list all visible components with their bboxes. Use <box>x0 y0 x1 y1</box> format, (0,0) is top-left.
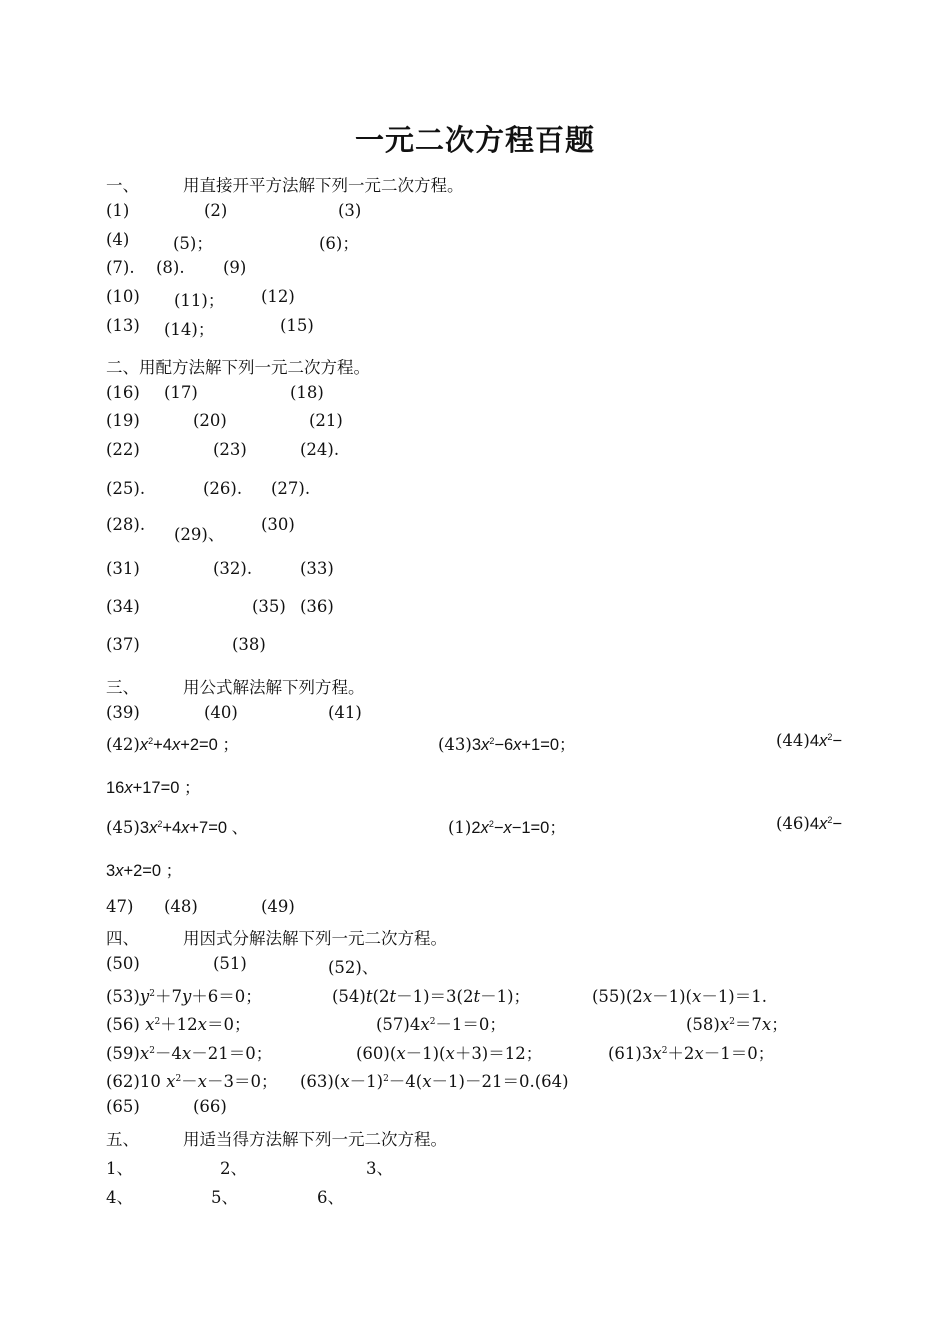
problem-label: (66) <box>193 1097 227 1116</box>
problem-label: (3) <box>338 201 362 220</box>
equation-1: $(1)2x^2-x-1=0$； <box>448 818 566 837</box>
problem-row <box>106 287 866 309</box>
equation-43: $(43)3x^2-6x+1=0$； <box>438 735 576 754</box>
problem-label: (27). <box>271 479 311 498</box>
equation-46: $(46)4x^2-$ <box>776 814 842 833</box>
problem-row <box>106 258 866 280</box>
problem-label: (22) <box>106 440 140 459</box>
equation-44: $(44)4x^2-$ <box>776 731 842 750</box>
problem-label: (37) <box>106 635 140 654</box>
problem-label: (28). <box>106 515 146 534</box>
problem-label: (19) <box>106 411 140 430</box>
problem-label: (8). <box>156 258 185 277</box>
problem-label: (7). <box>106 258 135 277</box>
problem-row <box>106 897 866 919</box>
equation-59: $(59)x^2-4x-21=0$； <box>106 1044 273 1063</box>
problem-row <box>106 383 866 405</box>
section-2-heading <box>106 354 866 376</box>
problem-label: (36) <box>300 597 334 616</box>
section-instruction: 用因式分解法解下列一元二次方程。 <box>183 929 447 948</box>
problem-label: (38) <box>232 635 266 654</box>
section-number: 四、 <box>106 929 139 948</box>
problem-label: (17) <box>164 383 198 402</box>
equation-row <box>106 1068 866 1090</box>
section-instruction: 用适当得方法解下列一元二次方程。 <box>183 1130 447 1149</box>
problem-label: (26). <box>203 479 243 498</box>
equation-44-continued: 16x+17=0 ； <box>106 779 201 797</box>
problem-row <box>106 201 866 223</box>
page-title: 一元二次方程百题 <box>354 123 595 157</box>
equation-row <box>106 1040 866 1062</box>
section-number: 五、 <box>106 1130 139 1149</box>
equation-42: $(42)x^2+4x+2=0$ ； <box>106 735 239 754</box>
problem-label: (49) <box>261 897 295 916</box>
equation-63: $(63)(x-1)^2-4(x-1)-21=0.(64)$ <box>300 1072 569 1091</box>
problem-label: 47) <box>106 897 134 916</box>
problem-label: (33) <box>300 559 334 578</box>
equation-row <box>106 1011 866 1033</box>
problem-label: (1) <box>106 201 130 220</box>
problem-label: (52)、 <box>328 958 379 977</box>
problem-label: (24). <box>300 440 340 459</box>
problem-row <box>106 559 866 581</box>
problem-label: (4) <box>106 230 130 249</box>
section-number: 一、 <box>106 176 139 195</box>
problem-label: (6)； <box>319 234 359 253</box>
problem-label: (5)； <box>173 234 213 253</box>
problem-label: (11)； <box>174 291 225 310</box>
problem-label: (40) <box>204 703 238 722</box>
equation-57: $(57)4x^2-1=0$； <box>376 1015 506 1034</box>
problem-row <box>106 1097 866 1119</box>
problem-row <box>106 515 866 544</box>
problem-row <box>106 1184 866 1206</box>
equation-62: (62)10 $x^2-x-3=0$； <box>106 1072 278 1091</box>
section-3-heading <box>106 674 866 696</box>
problem-label: (48) <box>164 897 198 916</box>
problem-label: (14)； <box>164 320 215 339</box>
equation-61: $(61)3x^2+2x-1=0$； <box>608 1044 775 1063</box>
problem-label: (23) <box>213 440 247 459</box>
problem-row <box>106 479 866 501</box>
problem-label: (35) <box>252 597 286 616</box>
problem-label: 1、 <box>106 1159 133 1178</box>
problem-label: 4、 <box>106 1188 133 1207</box>
problem-row <box>106 635 866 657</box>
section-5-heading <box>106 1126 866 1148</box>
problem-label: (13) <box>106 316 140 335</box>
problem-row <box>106 954 866 976</box>
problem-label: (29)、 <box>174 525 225 544</box>
problem-label: (32). <box>213 559 253 578</box>
problem-label: 3、 <box>366 1159 393 1178</box>
equation-55: (55)(2x－1)(x－1)＝1. <box>592 987 767 1006</box>
problem-label: (9) <box>223 258 247 277</box>
equation-45: $(45)3x^2+4x+7=0$ 、 <box>106 818 249 837</box>
equation-58: $(58)x^2=7x$； <box>686 1015 788 1034</box>
problem-label: (20) <box>193 411 227 430</box>
section-4-heading <box>106 925 866 947</box>
problem-label: (15) <box>280 316 314 335</box>
equation-60: (60)(x－1)(x＋3)＝12； <box>356 1044 543 1063</box>
problem-label: (50) <box>106 954 140 973</box>
problem-label: (25). <box>106 479 146 498</box>
equation-row <box>106 983 866 1005</box>
section-instruction: 用公式解法解下列方程。 <box>183 678 365 697</box>
problem-row <box>106 703 866 725</box>
problem-label: (65) <box>106 1097 140 1116</box>
problem-label: (21) <box>309 411 343 430</box>
problem-row <box>106 411 866 433</box>
section-instruction: 二、用配方法解下列一元二次方程。 <box>106 358 370 377</box>
problem-label: (2) <box>204 201 228 220</box>
equation-row <box>106 814 866 836</box>
problem-label: 5、 <box>211 1188 238 1207</box>
problem-label: (30) <box>261 515 295 534</box>
problem-label: (39) <box>106 703 140 722</box>
problem-label: (12) <box>261 287 295 306</box>
problem-row <box>106 1155 866 1177</box>
problem-label: 6、 <box>317 1188 344 1207</box>
equation-46-continued: 3x+2=0 ； <box>106 862 183 880</box>
problem-row <box>106 440 866 462</box>
problem-label: (18) <box>290 383 324 402</box>
problem-label: (16) <box>106 383 140 402</box>
problem-label: (41) <box>328 703 362 722</box>
problem-label: (10) <box>106 287 140 306</box>
problem-row <box>106 597 866 619</box>
problem-label: (51) <box>213 954 247 973</box>
problem-row <box>106 316 866 338</box>
equation-56: (56) $x^2+12x=0$； <box>106 1015 251 1034</box>
equation-54: (54)t(2t－1)＝3(2t－1)； <box>332 987 531 1006</box>
section-number: 三、 <box>106 678 139 697</box>
problem-label: (31) <box>106 559 140 578</box>
problem-label: 2、 <box>220 1159 247 1178</box>
equation-row <box>106 731 866 753</box>
section-1-heading <box>106 172 866 194</box>
section-instruction: 用直接开平方法解下列一元二次方程。 <box>183 176 464 195</box>
problem-row <box>106 230 866 252</box>
equation-53: $(53)y^2+7y+6=0$； <box>106 987 262 1006</box>
problem-label: (34) <box>106 597 140 616</box>
